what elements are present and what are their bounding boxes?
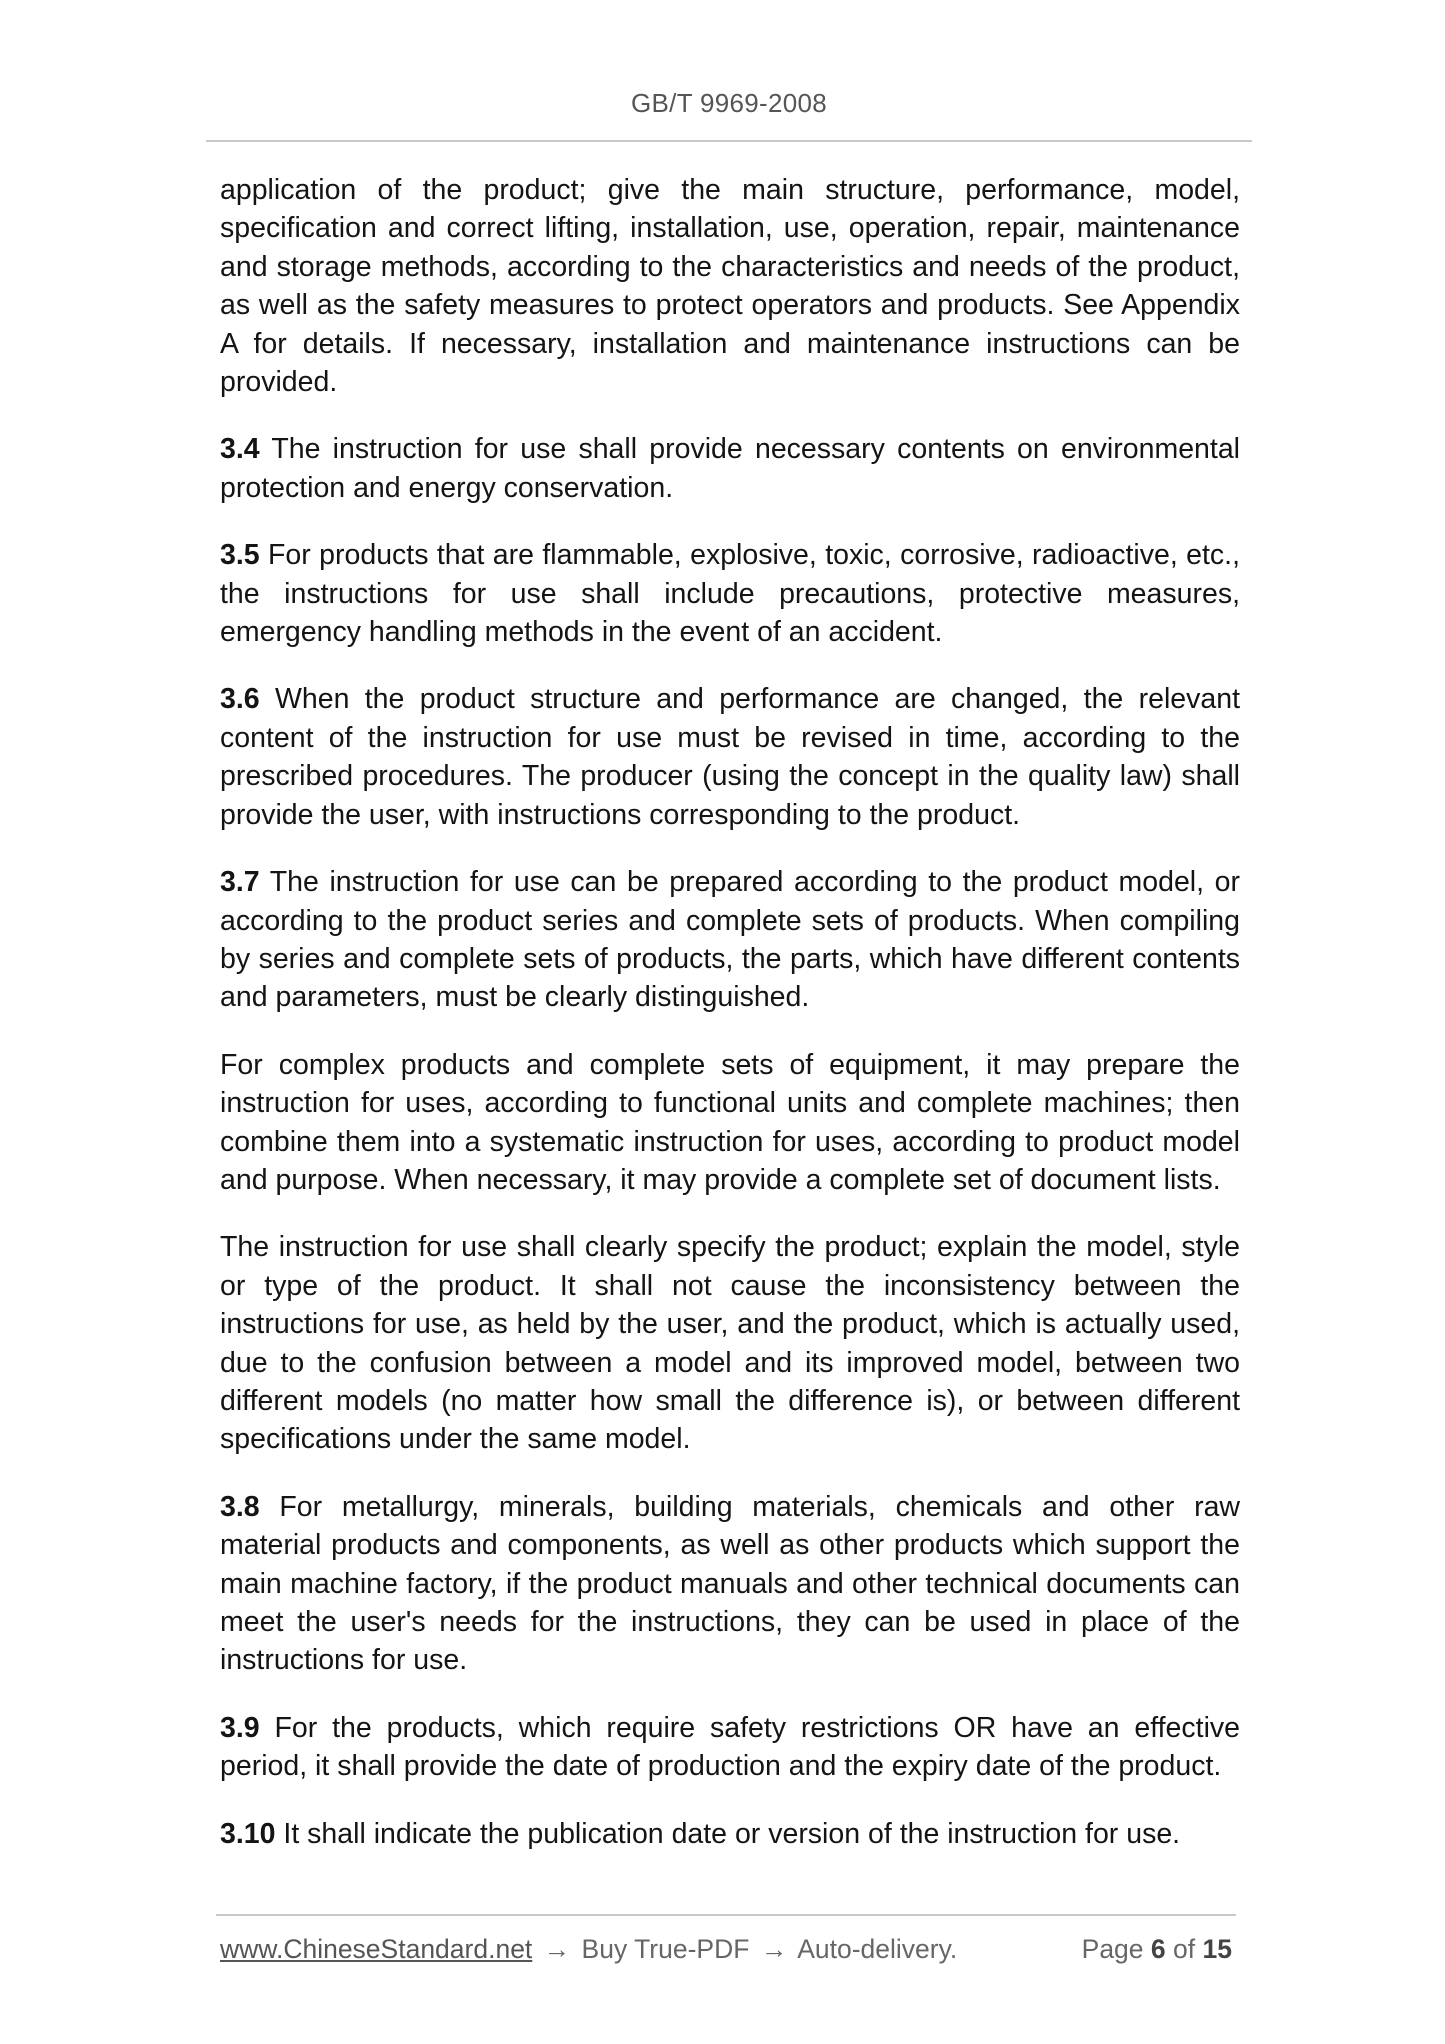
document-body <box>220 171 1240 1882</box>
clause-text: It shall indicate the publication date or version of the instruction for use. <box>283 1817 1181 1850</box>
arrow-right-icon: → <box>760 1934 788 1964</box>
header-divider <box>206 140 1252 142</box>
clause-number: 3.5 <box>220 539 260 572</box>
paragraph-continued: application of the product; give the main structure, performance, model, specification and correct lifting, installation, use, operation, repair, maintenance and storage methods, according to the characteristics and needs of the product, as well as the safety measures to protect operators and products. See Appendix A for details. If necessary, installation and maintenance instructions can be provided. <box>220 174 1240 399</box>
clause-3-6 <box>220 680 1240 834</box>
arrow-right-icon: → <box>543 1934 571 1964</box>
page-label: Page <box>1081 1934 1144 1964</box>
clause-3-7-paragraph-2: For complex products and complete sets of equipment, it may prepare the instruction for uses, according to functional units and complete machines; then combine them into a systematic instruction for uses, according to product model and purpose. When necessary, it may provide a complete set of document lists. <box>220 1048 1240 1196</box>
clause-3-10 <box>220 1815 1240 1853</box>
clause-3-8 <box>220 1488 1240 1680</box>
clause-number: 3.10 <box>220 1817 276 1850</box>
page-number <box>1082 1934 1232 1965</box>
clause-text: For products that are flammable, explosive, toxic, corrosive, radioactive, etc., the instructions for use shall include precautions, protective measures, emergency handling methods in the event of an accident. <box>220 539 1240 649</box>
page-total: 15 <box>1202 1934 1232 1964</box>
page-current: 6 <box>1150 1934 1166 1964</box>
footer-divider <box>216 1914 1236 1916</box>
clause-text: The instruction for use shall provide necessary contents on environmental protection and energy conservation. <box>220 433 1240 504</box>
clause-3-5 <box>220 536 1240 651</box>
clause-3-4 <box>220 430 1240 507</box>
clause-3-9 <box>220 1709 1240 1786</box>
clause-3-7-paragraph-3: The instruction for use shall clearly specify the product; explain the model, style or type of the product. It shall not cause the inconsistency between the instructions for use, as held by the user, and the product, which is actually used, due to the confusion between a model and its improved model, between two different models (no matter how small the difference is), or between different specifications under the same model. <box>220 1231 1240 1456</box>
clause-number: 3.4 <box>220 433 260 466</box>
auto-delivery-text: Auto-delivery. <box>797 1934 958 1964</box>
page-of: of <box>1173 1934 1196 1964</box>
footer-promo <box>220 1934 957 1965</box>
clause-text: For the products, which require safety restrictions OR have an effective period, it shall provide the date of production and the expiry date of the product. <box>220 1711 1240 1783</box>
clause-text: When the product structure and performance are changed, the relevant content of the instruction for use must be revised in time, according to the prescribed procedures. The producer (using the concept in the quality law) shall provide the user, with instructions corresponding to the product. <box>220 683 1241 831</box>
clause-number: 3.8 <box>220 1490 260 1523</box>
clause-text: The instruction for use can be prepared according to the product model, or according to the product series and complete sets of products. When compiling by series and complete sets of products, the parts, which have different contents and parameters, must be clearly distinguished. <box>220 866 1240 1014</box>
clause-number: 3.9 <box>220 1711 260 1744</box>
site-link[interactable]: www.ChineseStandard.net <box>220 1934 533 1964</box>
clause-number: 3.6 <box>220 683 260 716</box>
page-footer <box>220 1934 1232 1970</box>
buy-true-pdf-text: Buy True-PDF <box>581 1934 750 1964</box>
clause-3-7 <box>220 863 1240 1017</box>
page-header-doc-code: GB/T 9969-2008 <box>631 88 827 118</box>
clause-text: For metallurgy, minerals, building materials, chemicals and other raw material products and components, as well as other products which support the main machine factory, if the product manuals and other technical documents can meet the user's needs for the instructions, they can be used in place of the instructions for use. <box>220 1490 1240 1677</box>
clause-number: 3.7 <box>220 866 260 899</box>
